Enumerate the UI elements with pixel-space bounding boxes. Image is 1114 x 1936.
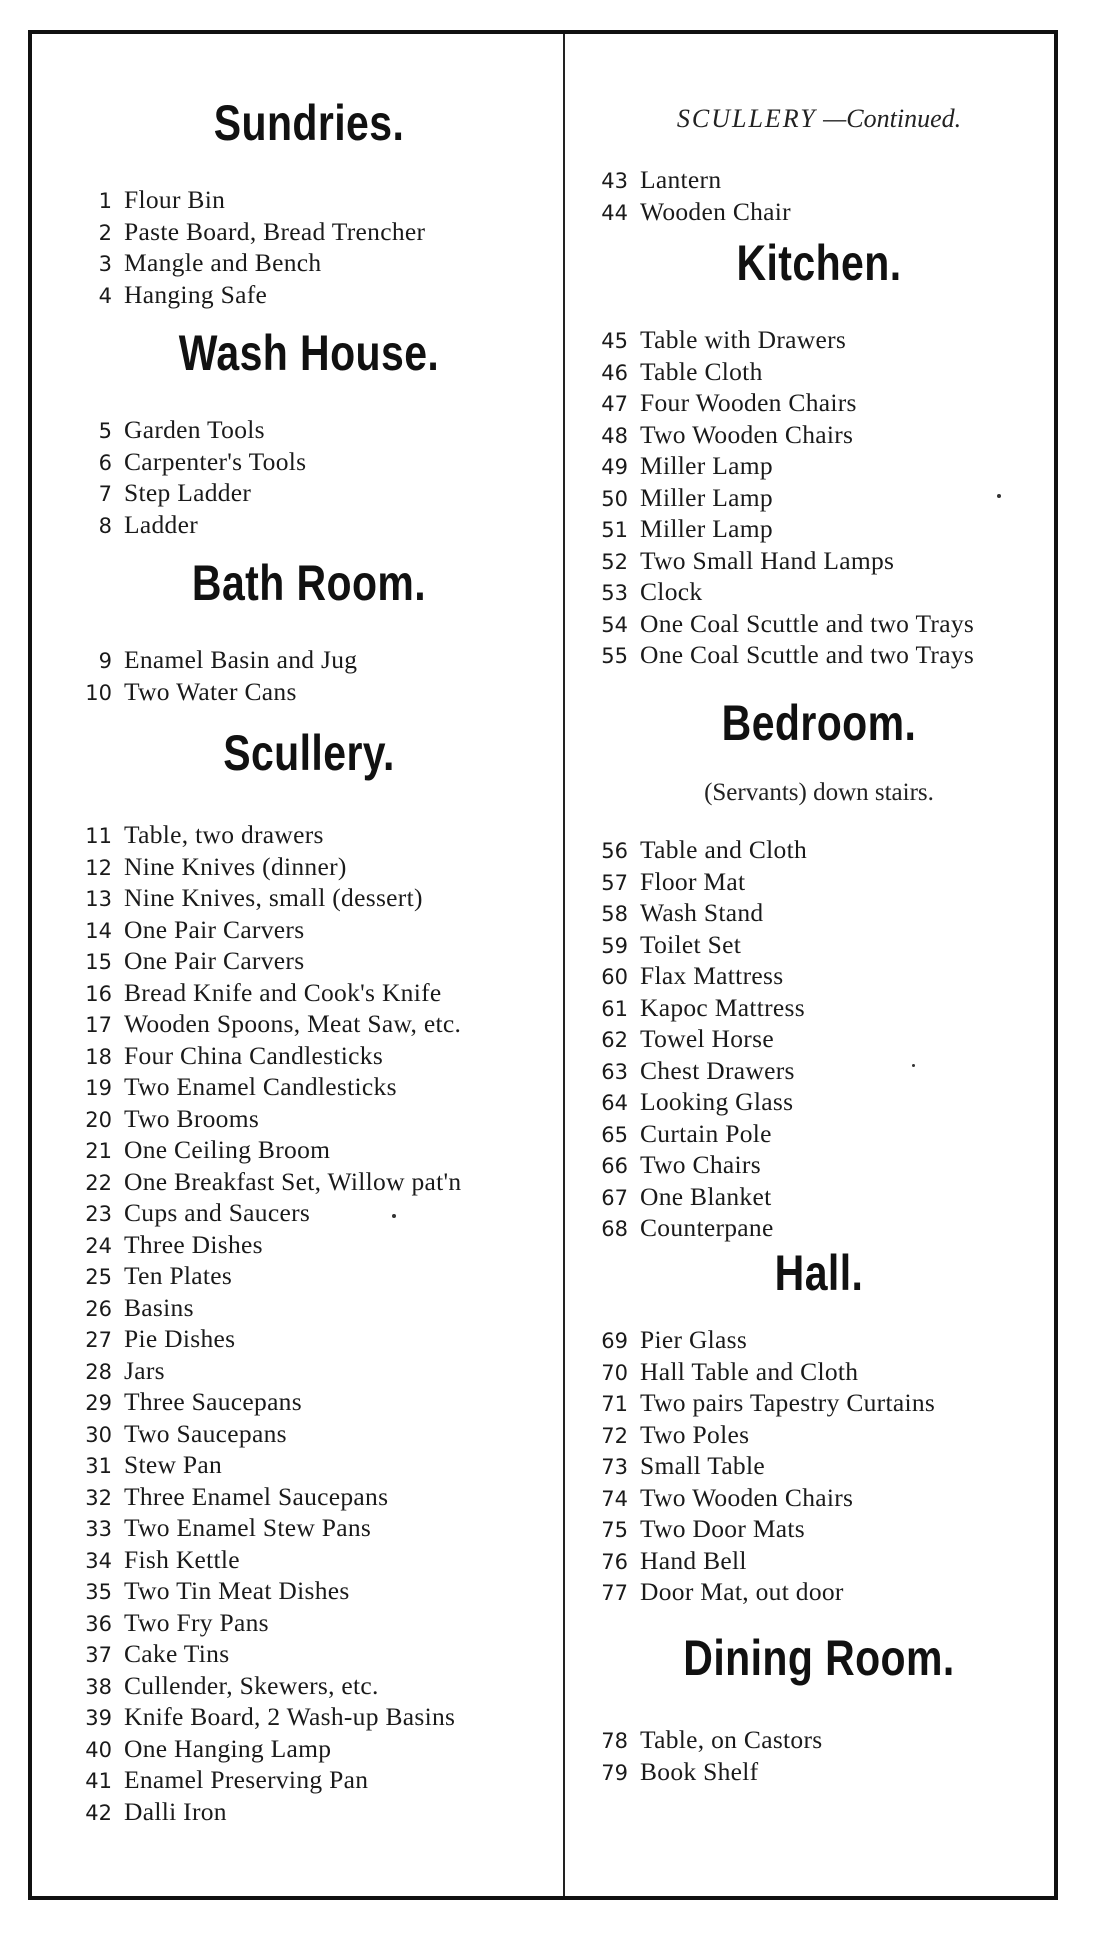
inventory-item — [64, 1544, 461, 1576]
bath-room-list — [64, 644, 357, 707]
inventory-item — [580, 992, 807, 1024]
inventory-item — [580, 639, 974, 671]
item-number: 47 — [601, 392, 628, 416]
item-description: Two Door Mats — [640, 1514, 806, 1543]
item-description: Two Fry Pans — [124, 1607, 269, 1637]
inventory-item — [64, 851, 461, 883]
inventory-item — [64, 1638, 461, 1670]
inventory-item — [64, 945, 461, 977]
inventory-item — [580, 576, 974, 608]
inventory-item — [64, 1134, 461, 1166]
item-number: 2 — [98, 220, 112, 245]
item-description: Two Brooms — [124, 1103, 260, 1133]
item-description: Three Saucepans — [124, 1387, 302, 1416]
item-number: 7 — [98, 482, 112, 506]
scullery-heading: Scullery. — [223, 725, 395, 781]
inventory-item — [580, 1149, 807, 1181]
item-number: 43 — [601, 169, 628, 193]
inventory-item — [580, 866, 807, 898]
inventory-item — [64, 1229, 461, 1261]
item-description: Small Table — [640, 1451, 765, 1480]
item-number: 6 — [98, 450, 112, 475]
item-number: 44 — [601, 200, 628, 225]
inventory-item — [580, 1055, 807, 1087]
item-description: Floor Mat — [640, 866, 746, 896]
item-number: 58 — [601, 902, 628, 926]
item-number: 63 — [601, 1059, 628, 1084]
inventory-item — [580, 1482, 935, 1514]
item-description: Two Water Cans — [124, 676, 297, 706]
inventory-item — [580, 196, 791, 228]
column-divider — [563, 34, 565, 1896]
item-number: 53 — [601, 581, 628, 605]
item-number: 61 — [601, 996, 628, 1021]
inventory-item — [64, 1260, 461, 1292]
item-description: Fish Kettle — [124, 1544, 240, 1574]
inventory-item — [580, 1023, 807, 1055]
item-description: Hand Bell — [640, 1545, 747, 1575]
inventory-item — [580, 482, 974, 514]
item-number: 60 — [601, 965, 628, 989]
item-number: 46 — [601, 360, 628, 385]
item-description: One Ceiling Broom — [124, 1135, 331, 1164]
item-description: Mangle and Bench — [124, 248, 322, 277]
item-number: 25 — [85, 1265, 112, 1289]
item-number: 18 — [85, 1044, 112, 1069]
inventory-item — [64, 1008, 461, 1040]
inventory-item — [64, 1355, 461, 1387]
item-description: Hanging Safe — [124, 279, 268, 309]
item-description: Ladder — [124, 509, 199, 539]
scullery-continued-list — [580, 164, 791, 227]
item-number: 73 — [601, 1455, 628, 1479]
inventory-item — [64, 914, 461, 946]
item-number: 16 — [85, 981, 112, 1006]
item-number: 11 — [85, 824, 112, 848]
item-description: Cups and Saucers — [124, 1198, 311, 1227]
item-description: Door Mat, out door — [640, 1577, 844, 1606]
item-description: Two Poles — [640, 1419, 750, 1449]
item-description: Four China Candlesticks — [124, 1040, 384, 1070]
inventory-item — [580, 1576, 935, 1608]
inventory-item — [580, 834, 807, 866]
inventory-item — [64, 644, 357, 676]
item-number: 65 — [601, 1122, 628, 1147]
item-number: 27 — [85, 1328, 112, 1352]
kitchen-list — [580, 324, 974, 671]
inventory-item — [580, 387, 974, 419]
item-number: 67 — [601, 1185, 628, 1210]
inventory-item — [64, 279, 425, 311]
item-description: Flax Mattress — [640, 961, 784, 990]
item-description: Pier Glass — [640, 1325, 748, 1354]
inventory-page — [28, 30, 1058, 1900]
inventory-item — [64, 977, 461, 1009]
item-number: 54 — [601, 612, 628, 637]
item-description: Nine Knives (dinner) — [124, 851, 347, 881]
inventory-item — [64, 1607, 461, 1639]
inventory-item — [64, 1292, 461, 1324]
item-number: 38 — [85, 1674, 112, 1699]
item-description: Knife Board, 2 Wash-up Basins — [124, 1702, 456, 1731]
item-description: Two Small Hand Lamps — [640, 545, 895, 575]
item-description: Paste Board, Bread Trencher — [124, 216, 426, 246]
hall-heading: Hall. — [774, 1245, 864, 1301]
item-number: 74 — [601, 1486, 628, 1511]
item-number: 19 — [85, 1076, 112, 1100]
inventory-item — [64, 446, 306, 478]
item-number: 32 — [85, 1485, 112, 1510]
item-description: Three Enamel Saucepans — [124, 1481, 389, 1511]
item-number: 70 — [601, 1360, 628, 1385]
item-number: 4 — [98, 283, 112, 308]
item-description: Table, two drawers — [124, 820, 324, 849]
wash-house-list — [64, 414, 306, 540]
inventory-item — [64, 1701, 461, 1733]
inventory-item — [64, 1103, 461, 1135]
inventory-item — [64, 1449, 461, 1481]
item-description: Garden Tools — [124, 415, 265, 444]
item-number: 50 — [601, 486, 628, 511]
inventory-item — [64, 477, 306, 509]
item-description: Carpenter's Tools — [124, 446, 307, 476]
item-number: 24 — [85, 1233, 112, 1258]
wash-house-heading: Wash House. — [178, 325, 440, 381]
item-description: Flour Bin — [124, 185, 226, 214]
item-number: 1 — [98, 189, 112, 213]
item-number: 49 — [601, 455, 628, 479]
inventory-item — [64, 1386, 461, 1418]
item-number: 20 — [85, 1107, 112, 1132]
item-description: One Blanket — [640, 1181, 772, 1211]
item-number: 77 — [601, 1581, 628, 1605]
item-description: Wash Stand — [640, 898, 764, 927]
item-number: 76 — [601, 1549, 628, 1574]
item-description: Clock — [640, 577, 703, 606]
bedroom-list — [580, 834, 807, 1244]
inventory-item — [580, 897, 807, 929]
item-number: 41 — [85, 1769, 112, 1793]
item-description: One Pair Carvers — [124, 914, 305, 944]
item-number: 28 — [85, 1359, 112, 1384]
item-number: 39 — [85, 1706, 112, 1730]
item-number: 52 — [601, 549, 628, 574]
item-description: Three Dishes — [124, 1229, 263, 1259]
inventory-item — [580, 1356, 935, 1388]
item-number: 37 — [85, 1643, 112, 1667]
item-number: 48 — [601, 423, 628, 448]
inventory-item — [64, 1323, 461, 1355]
item-number: 14 — [85, 918, 112, 943]
item-description: Table with Drawers — [640, 325, 847, 354]
inventory-item — [580, 450, 974, 482]
item-description: Ten Plates — [124, 1261, 233, 1290]
item-number: 79 — [601, 1760, 628, 1785]
inventory-item — [580, 356, 974, 388]
inventory-item — [580, 1450, 935, 1482]
item-number: 29 — [85, 1391, 112, 1415]
inventory-item — [580, 1724, 823, 1756]
item-description: Wooden Spoons, Meat Saw, etc. — [124, 1009, 462, 1038]
item-description: Two Enamel Stew Pans — [124, 1513, 372, 1542]
item-description: Two Tin Meat Dishes — [124, 1576, 350, 1605]
bedroom-note: (Servants) down stairs. — [704, 779, 934, 806]
item-description: Chest Drawers — [640, 1055, 795, 1085]
item-number: 23 — [85, 1202, 112, 1226]
item-description: Cake Tins — [124, 1639, 230, 1668]
item-description: Stew Pan — [124, 1450, 223, 1479]
item-number: 35 — [85, 1580, 112, 1604]
bedroom-heading: Bedroom. — [721, 695, 917, 751]
inventory-item — [580, 1756, 823, 1788]
item-description: One Hanging Lamp — [124, 1733, 332, 1763]
inventory-item — [580, 513, 974, 545]
item-number: 8 — [98, 513, 112, 538]
item-description: One Pair Carvers — [124, 946, 305, 975]
item-description: Wooden Chair — [640, 196, 791, 226]
inventory-item — [64, 1418, 461, 1450]
item-description: Table Cloth — [640, 356, 763, 386]
inventory-item — [64, 676, 357, 708]
item-description: Two pairs Tapestry Curtains — [640, 1388, 936, 1417]
inventory-item — [580, 1545, 935, 1577]
inventory-item — [64, 509, 306, 541]
item-description: One Coal Scuttle and two Trays — [640, 608, 975, 638]
item-description: Basins — [124, 1292, 194, 1322]
inventory-item — [64, 1040, 461, 1072]
item-description: Table and Cloth — [640, 835, 808, 864]
item-number: 17 — [85, 1013, 112, 1037]
item-number: 45 — [601, 329, 628, 353]
item-number: 3 — [98, 252, 112, 276]
item-description: Two Chairs — [640, 1150, 761, 1179]
hall-list — [580, 1324, 935, 1608]
inventory-item — [580, 1212, 807, 1244]
inventory-item — [64, 247, 425, 279]
item-number: 51 — [601, 518, 628, 542]
kitchen-heading: Kitchen. — [736, 235, 902, 291]
item-description: Miller Lamp — [640, 451, 773, 480]
item-description: Two Wooden Chairs — [640, 1482, 854, 1512]
bath-room-heading: Bath Room. — [191, 555, 427, 611]
inventory-item — [580, 1513, 935, 1545]
inventory-item — [64, 1764, 461, 1796]
inventory-item — [64, 819, 461, 851]
item-number: 40 — [85, 1737, 112, 1762]
inventory-item — [580, 164, 791, 196]
inventory-item — [64, 216, 425, 248]
item-number: 62 — [601, 1028, 628, 1052]
inventory-item — [64, 414, 306, 446]
item-number: 72 — [601, 1423, 628, 1448]
item-description: Counterpane — [640, 1213, 774, 1242]
item-number: 21 — [85, 1139, 112, 1163]
item-number: 22 — [85, 1170, 112, 1195]
inventory-item — [580, 1086, 807, 1118]
item-number: 68 — [601, 1217, 628, 1241]
item-number: 33 — [85, 1517, 112, 1541]
inventory-item — [580, 324, 974, 356]
item-number: 34 — [85, 1548, 112, 1573]
item-description: Looking Glass — [640, 1087, 794, 1116]
item-number: 56 — [601, 839, 628, 863]
inventory-item — [64, 882, 461, 914]
item-number: 26 — [85, 1296, 112, 1321]
item-description: Table, on Castors — [640, 1725, 823, 1754]
item-description: Two Saucepans — [124, 1418, 287, 1448]
item-description: Miller Lamp — [640, 514, 773, 543]
inventory-item — [580, 545, 974, 577]
item-description: Kapoc Mattress — [640, 992, 805, 1022]
item-description: Enamel Preserving Pan — [124, 1765, 369, 1794]
inventory-item — [580, 608, 974, 640]
inventory-item — [580, 1387, 935, 1419]
item-description: Step Ladder — [124, 478, 252, 507]
item-description: One Coal Scuttle and two Trays — [640, 640, 975, 669]
item-description: Enamel Basin and Jug — [124, 645, 358, 674]
dining-room-list — [580, 1724, 823, 1787]
ink-speck — [997, 494, 1001, 498]
item-number: 66 — [601, 1154, 628, 1178]
inventory-item — [64, 184, 425, 216]
inventory-item — [64, 1670, 461, 1702]
item-number: 71 — [601, 1392, 628, 1416]
item-description: Two Enamel Candlesticks — [124, 1072, 397, 1101]
inventory-item — [64, 1512, 461, 1544]
inventory-item — [64, 1166, 461, 1198]
item-number: 64 — [601, 1091, 628, 1115]
scullery-continued-title: SCULLERY — [676, 104, 817, 133]
inventory-item — [580, 1181, 807, 1213]
ink-speck — [912, 1064, 915, 1067]
item-description: Toilet Set — [640, 929, 742, 959]
inventory-item — [580, 929, 807, 961]
item-description: Bread Knife and Cook's Knife — [124, 977, 442, 1007]
item-number: 13 — [85, 887, 112, 911]
item-number: 9 — [98, 649, 112, 673]
item-description: Curtain Pole — [640, 1118, 772, 1148]
item-description: One Breakfast Set, Willow pat'n — [124, 1166, 462, 1196]
item-number: 36 — [85, 1611, 112, 1636]
item-number: 42 — [85, 1800, 112, 1825]
dining-room-heading: Dining Room. — [683, 1630, 955, 1686]
item-description: Four Wooden Chairs — [640, 388, 857, 417]
item-number: 10 — [85, 680, 112, 705]
item-number: 55 — [601, 644, 628, 668]
item-number: 57 — [601, 870, 628, 895]
item-description: Cullender, Skewers, etc. — [124, 1670, 379, 1700]
inventory-item — [580, 419, 974, 451]
item-description: Pie Dishes — [124, 1324, 236, 1353]
inventory-item — [580, 960, 807, 992]
inventory-item — [64, 1796, 461, 1828]
scullery-list — [64, 819, 461, 1827]
inventory-item — [580, 1118, 807, 1150]
sundries-list — [64, 184, 425, 310]
item-description: Two Wooden Chairs — [640, 419, 854, 449]
item-number: 15 — [85, 950, 112, 974]
item-description: Miller Lamp — [640, 482, 773, 512]
item-description: Dalli Iron — [124, 1796, 227, 1826]
item-number: 5 — [98, 419, 112, 443]
item-number: 31 — [85, 1454, 112, 1478]
inventory-item — [580, 1419, 935, 1451]
item-number: 69 — [601, 1329, 628, 1353]
scullery-continued-suffix: —Continued. — [823, 104, 962, 133]
scullery-continued-heading — [580, 104, 1058, 134]
item-description: Jars — [124, 1355, 165, 1385]
item-description: Nine Knives, small (dessert) — [124, 883, 423, 912]
sundries-heading: Sundries. — [213, 95, 405, 151]
inventory-item — [64, 1733, 461, 1765]
item-description: Lantern — [640, 165, 722, 194]
item-number: 59 — [601, 933, 628, 958]
item-number: 75 — [601, 1518, 628, 1542]
ink-speck — [392, 1214, 396, 1218]
inventory-item — [580, 1324, 935, 1356]
item-number: 12 — [85, 855, 112, 880]
inventory-item — [64, 1575, 461, 1607]
item-description: Book Shelf — [640, 1756, 759, 1786]
inventory-item — [64, 1197, 461, 1229]
item-description: Hall Table and Cloth — [640, 1356, 859, 1386]
item-description: Towel Horse — [640, 1024, 774, 1053]
item-number: 78 — [601, 1729, 628, 1753]
inventory-item — [64, 1481, 461, 1513]
inventory-item — [64, 1071, 461, 1103]
item-number: 30 — [85, 1422, 112, 1447]
